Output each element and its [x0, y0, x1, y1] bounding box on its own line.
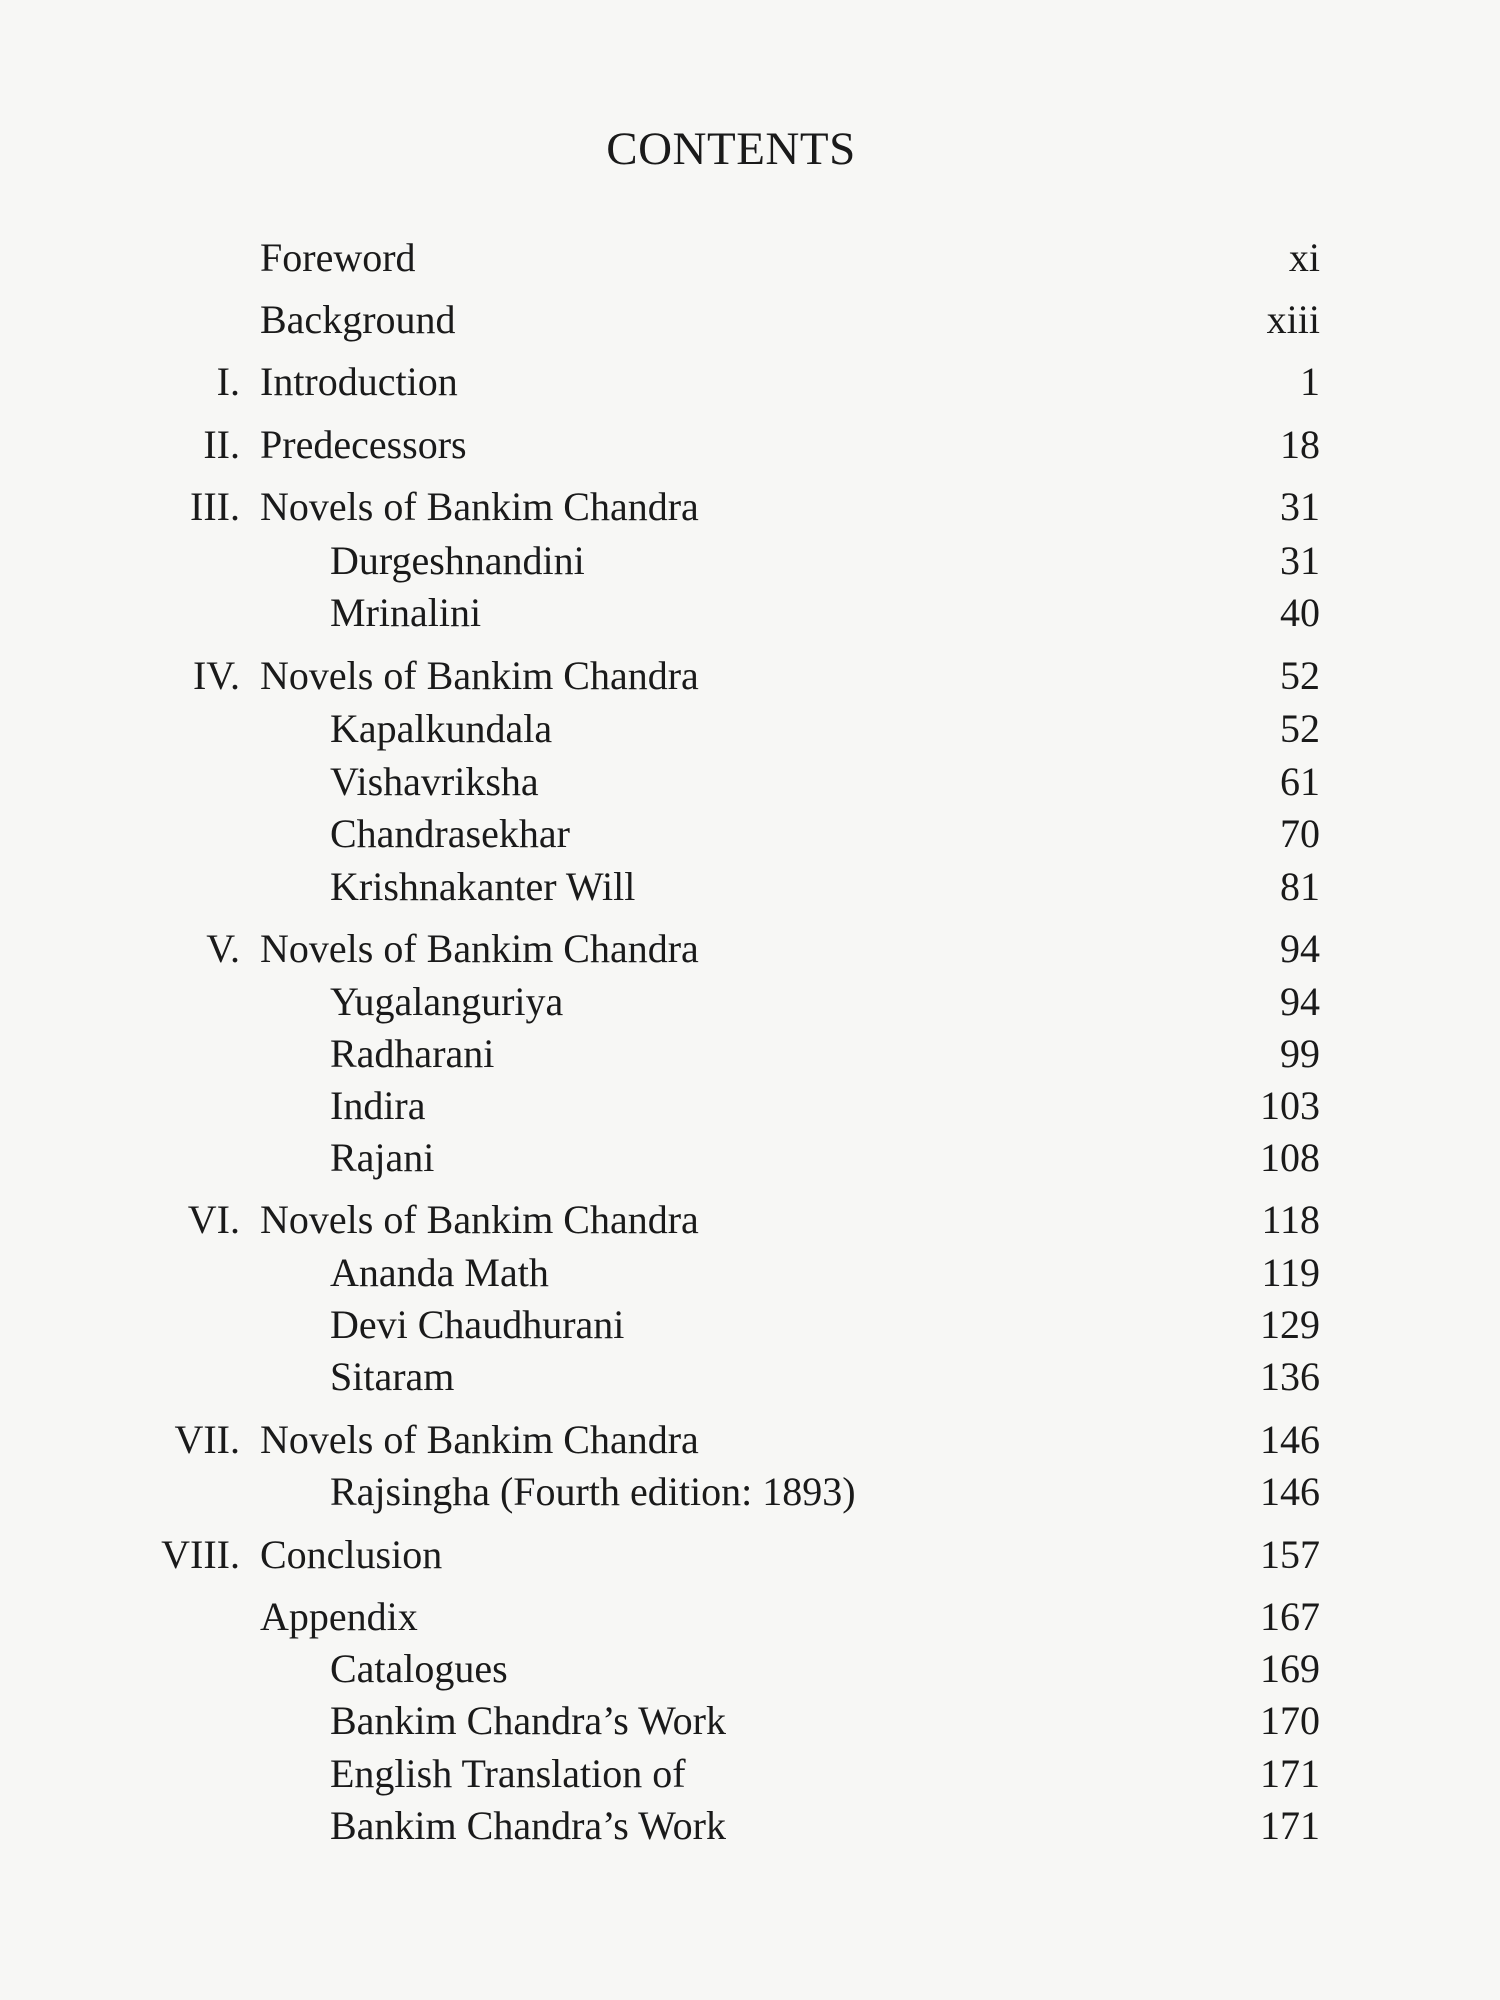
- toc-entry: [0, 294, 1500, 346]
- page-number: 136: [1260, 1354, 1320, 1399]
- entry-title: Durgeshnandini: [330, 538, 585, 583]
- page-number: 52: [1280, 653, 1320, 698]
- toc-entry: [0, 1591, 1500, 1643]
- entry-title: Kapalkundala: [330, 706, 553, 751]
- toc-entry: [0, 1529, 1500, 1581]
- page-number: 94: [1280, 926, 1320, 971]
- entry-title: Novels of Bankim Chandra: [260, 1417, 699, 1462]
- page-number: 94: [1280, 979, 1320, 1024]
- entry-title: Predecessors: [260, 422, 467, 467]
- toc-entry: [0, 1643, 1500, 1695]
- toc-entry: [0, 481, 1500, 533]
- page-number: 157: [1260, 1532, 1320, 1577]
- chapter-number: VIII.: [161, 1532, 240, 1577]
- entry-title: Novels of Bankim Chandra: [260, 926, 699, 971]
- entry-title: Rajani: [330, 1135, 435, 1180]
- entry-title: Introduction: [260, 359, 458, 404]
- toc-entry: [0, 1132, 1500, 1184]
- toc-entry: [0, 1194, 1500, 1246]
- entry-title: Rajsingha (Fourth edition: 1893): [330, 1469, 856, 1514]
- toc-entry: [0, 1748, 1500, 1800]
- toc-entry: [0, 535, 1500, 587]
- entry-title: Novels of Bankim Chandra: [260, 484, 699, 529]
- toc-entry: [0, 356, 1500, 408]
- toc-entry: [0, 1080, 1500, 1132]
- entry-title: Vishavriksha: [330, 759, 539, 804]
- toc-entry: [0, 1414, 1500, 1466]
- entry-title: Appendix: [260, 1594, 418, 1639]
- chapter-number: VI.: [187, 1197, 240, 1242]
- page-number: 99: [1280, 1031, 1320, 1076]
- toc-entry: [0, 1247, 1500, 1299]
- chapter-number: III.: [190, 484, 240, 529]
- toc-entry: [0, 1800, 1500, 1852]
- entry-title: Devi Chaudhurani: [330, 1302, 625, 1347]
- toc-entry: [0, 650, 1500, 702]
- page-number: 167: [1260, 1594, 1320, 1639]
- page-title: CONTENTS: [606, 123, 856, 175]
- toc-entry: [0, 419, 1500, 471]
- entry-title: Background: [260, 297, 456, 342]
- toc-entry: [0, 756, 1500, 808]
- page-number: xiii: [1266, 297, 1320, 342]
- chapter-number: VII.: [174, 1417, 240, 1462]
- entry-title: Ananda Math: [330, 1250, 549, 1295]
- entry-title: Chandrasekhar: [330, 811, 570, 856]
- entry-title: Krishnakanter Will: [330, 864, 636, 909]
- entry-title: Radharani: [330, 1031, 495, 1076]
- page-number: 52: [1280, 706, 1320, 751]
- entry-title: English Translation of: [330, 1751, 686, 1796]
- page-number: 31: [1280, 484, 1320, 529]
- entry-title: Conclusion: [260, 1532, 443, 1577]
- page-number: 118: [1261, 1197, 1320, 1242]
- toc-entry: [0, 703, 1500, 755]
- page-number: 169: [1260, 1646, 1320, 1691]
- toc-entry: [0, 861, 1500, 913]
- entry-title: Novels of Bankim Chandra: [260, 1197, 699, 1242]
- entry-title: Yugalanguriya: [330, 979, 564, 1024]
- page-number: 40: [1280, 590, 1320, 635]
- entry-title: Foreword: [260, 235, 416, 280]
- page-number: 171: [1260, 1751, 1320, 1796]
- toc-entry: [0, 923, 1500, 975]
- chapter-number: IV.: [192, 653, 240, 698]
- toc-entry: [0, 1695, 1500, 1747]
- toc-entry: [0, 1299, 1500, 1351]
- page-number: 129: [1260, 1302, 1320, 1347]
- entry-title: Sitaram: [330, 1354, 455, 1399]
- entry-title: Bankim Chandra’s Work: [330, 1803, 726, 1848]
- toc-entry: [0, 1466, 1500, 1518]
- page-number: 81: [1280, 864, 1320, 909]
- page-number: 170: [1260, 1698, 1320, 1743]
- entry-title: Bankim Chandra’s Work: [330, 1698, 726, 1743]
- page-number: 18: [1280, 422, 1320, 467]
- entry-title: Catalogues: [330, 1646, 508, 1691]
- page-number: 103: [1260, 1083, 1320, 1128]
- page-number: 108: [1260, 1135, 1320, 1180]
- toc-entry: [0, 1351, 1500, 1403]
- toc-entry: [0, 808, 1500, 860]
- entry-title: Novels of Bankim Chandra: [260, 653, 699, 698]
- toc-entry: [0, 232, 1500, 284]
- chapter-number: I.: [216, 359, 240, 404]
- chapter-number: V.: [206, 926, 240, 971]
- page-number: 70: [1280, 811, 1320, 856]
- entry-title: Indira: [330, 1083, 426, 1128]
- toc-entry: [0, 587, 1500, 639]
- page-number: 31: [1280, 538, 1320, 583]
- page-number: 119: [1261, 1250, 1320, 1295]
- page-number: 1: [1300, 359, 1320, 404]
- chapter-number: II.: [203, 422, 240, 467]
- page-number: 61: [1280, 759, 1320, 804]
- page-number: 171: [1260, 1803, 1320, 1848]
- toc-entry: [0, 976, 1500, 1028]
- entry-title: Mrinalini: [330, 590, 482, 635]
- page-number: 146: [1260, 1417, 1320, 1462]
- page-number: 146: [1260, 1469, 1320, 1514]
- page-number: xi: [1288, 235, 1320, 280]
- toc-entry: [0, 1028, 1500, 1080]
